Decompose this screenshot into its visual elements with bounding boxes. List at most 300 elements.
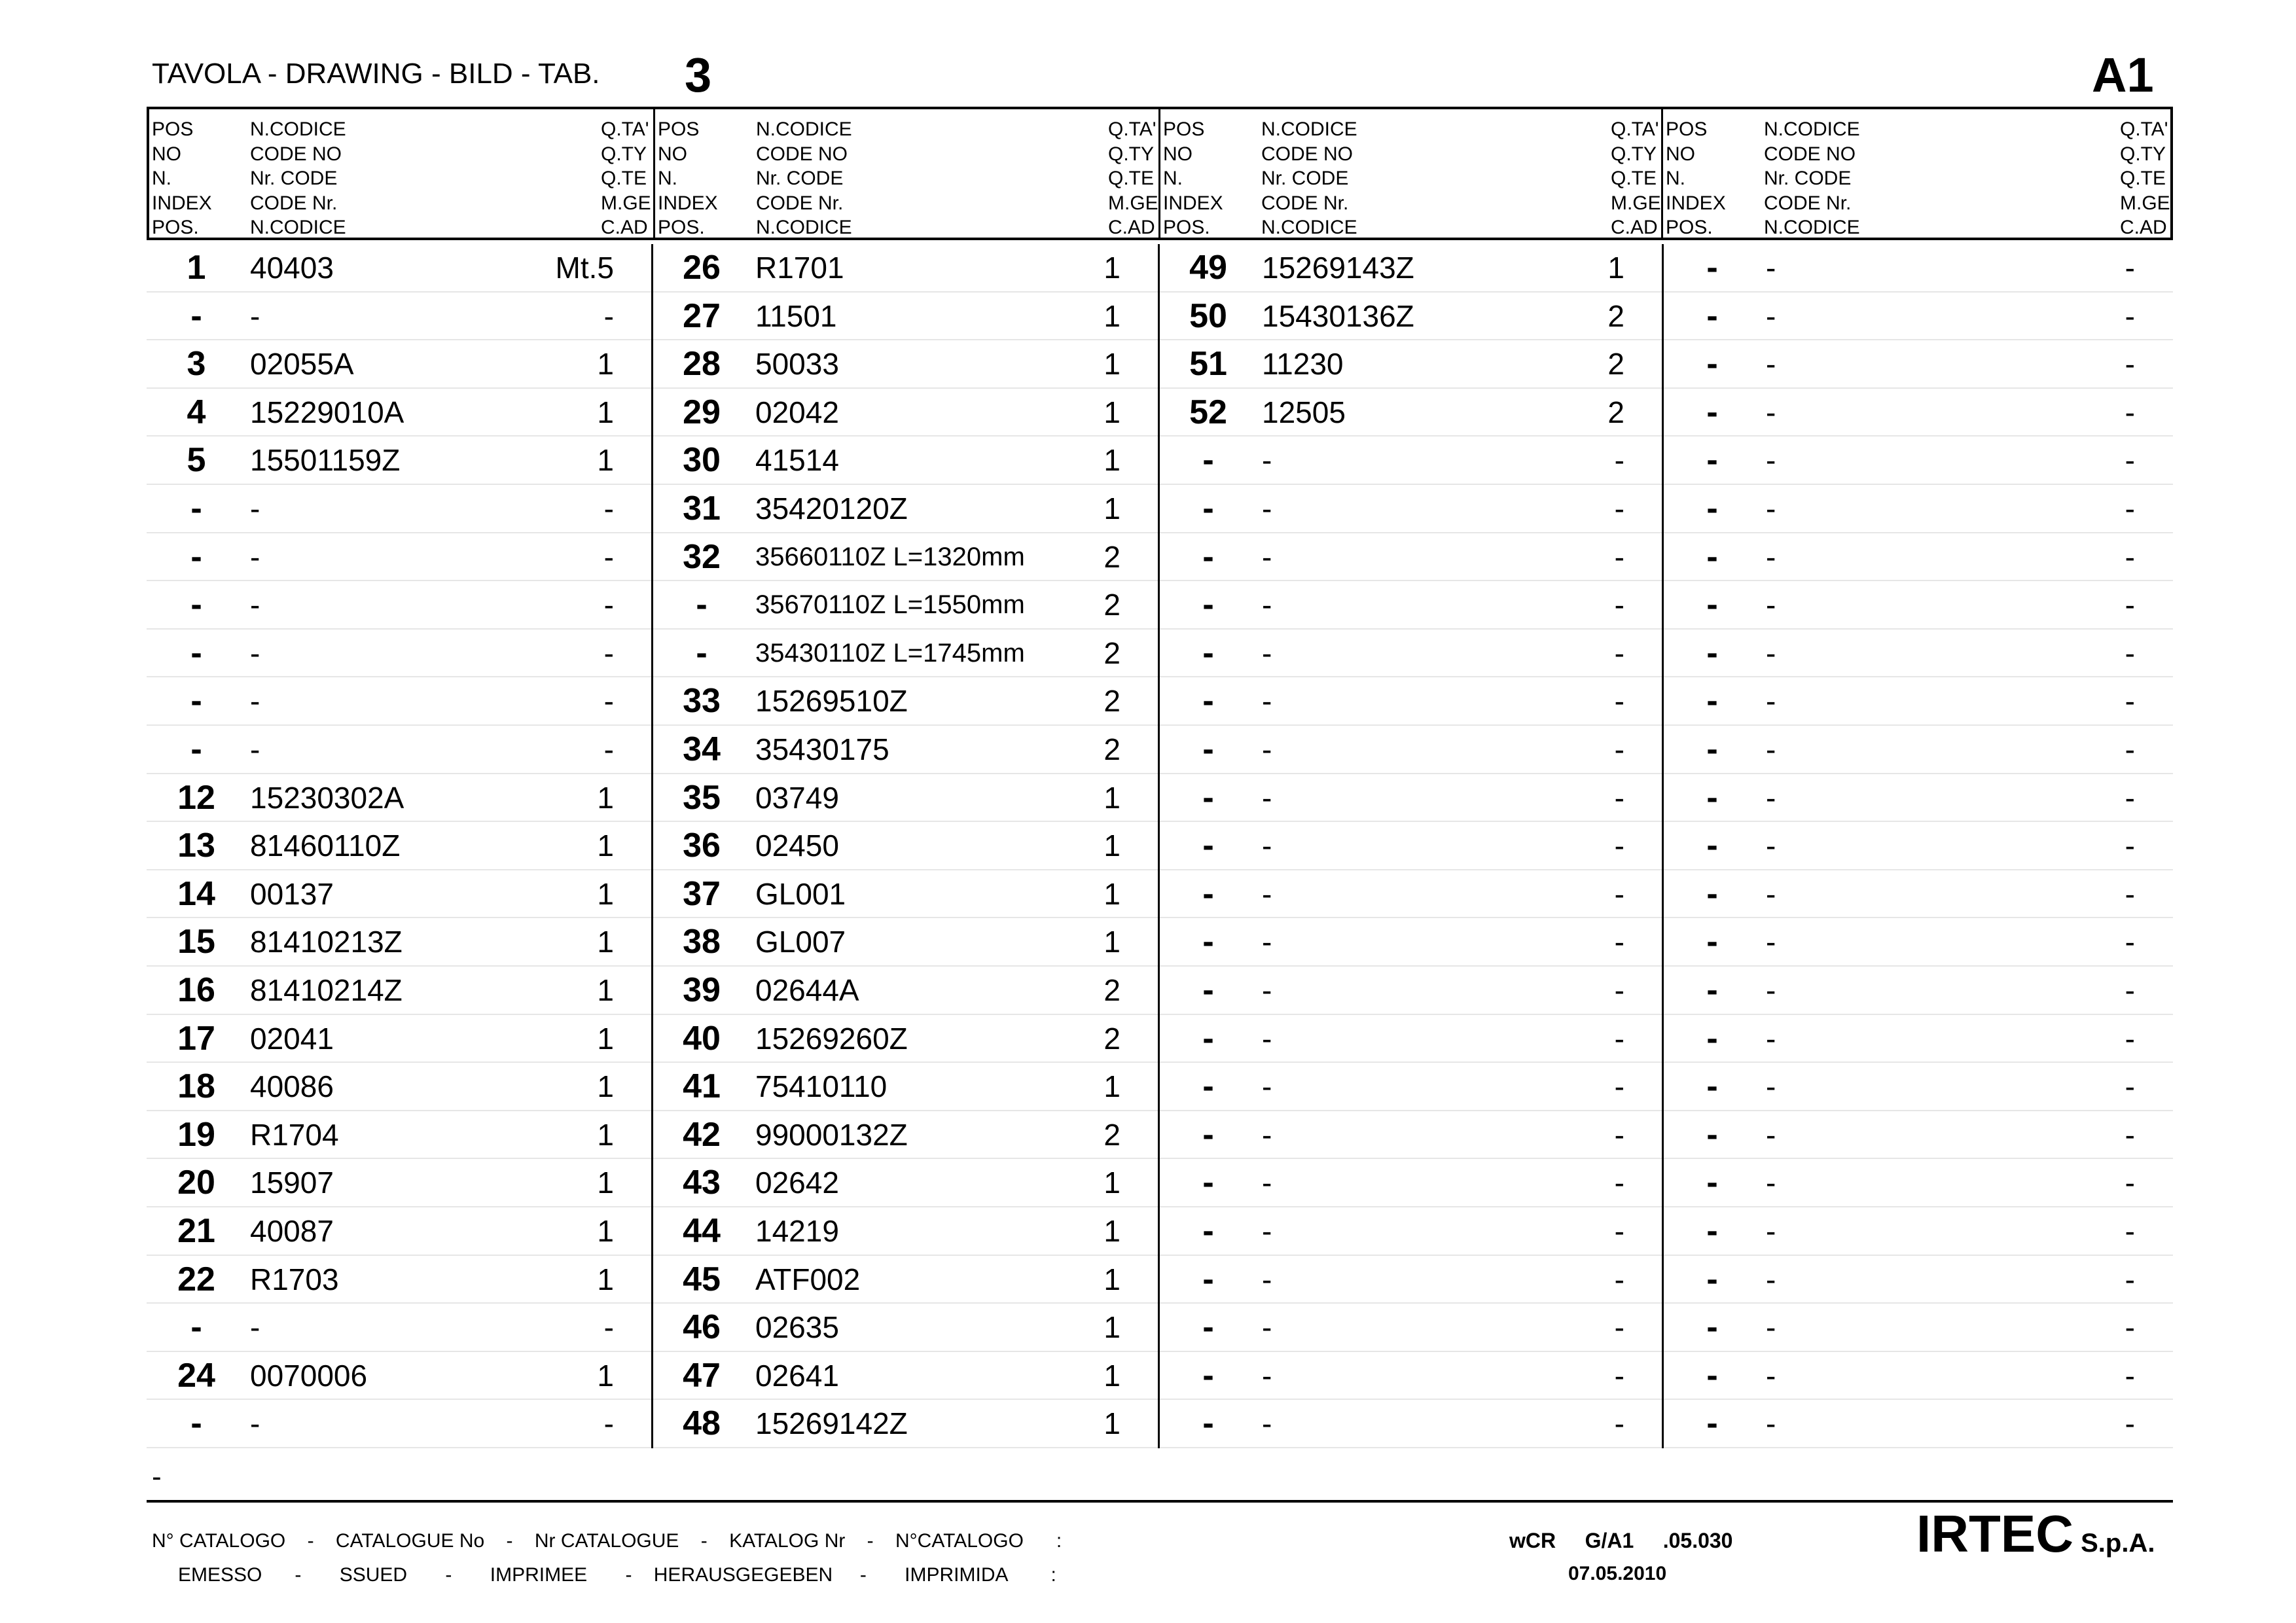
position-number: - bbox=[1202, 971, 1214, 1009]
quantity: 1 bbox=[597, 347, 614, 382]
table-row bbox=[1158, 677, 1662, 726]
quantity: - bbox=[2125, 491, 2135, 526]
position-number: 39 bbox=[683, 971, 721, 1009]
position-number: - bbox=[1202, 586, 1214, 624]
part-code: 35420120Z bbox=[755, 491, 908, 526]
quantity: 1 bbox=[597, 443, 614, 478]
header-pos-label: POS bbox=[152, 118, 194, 140]
quantity: - bbox=[1614, 1310, 1624, 1345]
footer-divider bbox=[147, 1500, 2173, 1503]
quantity: - bbox=[1614, 1214, 1624, 1248]
position-number: 19 bbox=[177, 1115, 215, 1154]
quantity: 1 bbox=[1103, 780, 1121, 815]
quantity: 1 bbox=[1607, 251, 1624, 285]
position-number: 16 bbox=[177, 971, 215, 1009]
position-number: 22 bbox=[177, 1260, 215, 1298]
part-code: 81410214Z bbox=[250, 973, 403, 1007]
part-code: 12505 bbox=[1262, 395, 1346, 429]
position-number: - bbox=[1706, 393, 1718, 431]
parts-column-3 bbox=[1158, 244, 1662, 1448]
quantity: - bbox=[1614, 491, 1624, 526]
part-code: - bbox=[1766, 925, 1776, 959]
quantity: - bbox=[1614, 973, 1624, 1007]
position-number: - bbox=[1706, 1019, 1718, 1058]
quantity: 2 bbox=[1607, 298, 1624, 333]
table-row bbox=[1158, 293, 1662, 341]
quantity: - bbox=[1614, 684, 1624, 719]
header-qty-label: Q.TA' bbox=[1611, 118, 1659, 140]
table-row bbox=[1158, 726, 1662, 774]
quantity: 1 bbox=[1103, 1166, 1121, 1200]
position-number: - bbox=[1706, 1164, 1718, 1202]
quantity: - bbox=[1614, 1358, 1624, 1393]
position-number: - bbox=[1706, 537, 1718, 576]
table-row bbox=[1158, 822, 1662, 870]
header-qty-label: Q.TA' bbox=[2120, 118, 2168, 140]
header-pos-label: POS. bbox=[1666, 217, 1713, 238]
position-number: 15 bbox=[177, 923, 215, 961]
part-code: - bbox=[1262, 1262, 1272, 1296]
part-code: 35670110Z L=1550mm bbox=[755, 590, 1025, 620]
quantity: - bbox=[603, 1406, 614, 1441]
part-code: 15269510Z bbox=[755, 684, 908, 719]
header-qty-labels bbox=[1108, 117, 1158, 240]
part-code: 00137 bbox=[250, 876, 334, 911]
position-number: 28 bbox=[683, 345, 721, 383]
table-row bbox=[147, 630, 652, 678]
issue-date: 07.05.2010 bbox=[1568, 1563, 1667, 1584]
position-number: 20 bbox=[177, 1164, 215, 1202]
header-qty-labels bbox=[1611, 117, 1661, 240]
quantity: - bbox=[2125, 443, 2135, 478]
quantity: - bbox=[1614, 588, 1624, 622]
table-row bbox=[147, 1159, 652, 1207]
position-number: - bbox=[1706, 1356, 1718, 1395]
part-code: - bbox=[250, 588, 260, 622]
header-code-label: N.CODICE bbox=[1764, 118, 1860, 140]
table-row bbox=[1662, 1400, 2173, 1448]
part-code: ATF002 bbox=[755, 1262, 861, 1296]
quantity: 1 bbox=[1103, 1069, 1121, 1104]
header-code-labels bbox=[756, 117, 852, 240]
part-code: 02642 bbox=[755, 1166, 839, 1200]
position-number: - bbox=[1202, 1404, 1214, 1443]
position-number: - bbox=[1202, 441, 1214, 480]
position-number: - bbox=[1202, 537, 1214, 576]
table-row bbox=[652, 1304, 1158, 1352]
catalog-number-label: N° CATALOGO - CATALOGUE No - Nr CATALOGUE - KATALOG Nr - N°CATALOGO : bbox=[152, 1530, 1062, 1552]
position-number: 50 bbox=[1189, 296, 1227, 335]
position-number: 21 bbox=[177, 1212, 215, 1250]
quantity: - bbox=[603, 539, 614, 574]
table-row bbox=[652, 1207, 1158, 1256]
header-code-label: N.CODICE bbox=[250, 118, 346, 140]
table-row bbox=[1662, 340, 2173, 389]
header-pos-label: POS. bbox=[152, 217, 199, 238]
position-number: - bbox=[1706, 1308, 1718, 1347]
part-code: - bbox=[1262, 1117, 1272, 1152]
header-pos-labels bbox=[1163, 117, 1223, 240]
position-number: - bbox=[1202, 827, 1214, 865]
quantity: 1 bbox=[1103, 829, 1121, 863]
position-number: - bbox=[190, 586, 202, 624]
quantity: - bbox=[603, 588, 614, 622]
quantity: 2 bbox=[1607, 395, 1624, 429]
table-row bbox=[1158, 918, 1662, 967]
part-code: - bbox=[250, 684, 260, 719]
position-number: 40 bbox=[683, 1019, 721, 1058]
part-code: 35430175 bbox=[755, 732, 889, 766]
table-row bbox=[1158, 533, 1662, 582]
position-number: - bbox=[190, 682, 202, 721]
header-pos-labels bbox=[658, 117, 718, 240]
position-number: 26 bbox=[683, 249, 721, 287]
table-row bbox=[1662, 293, 2173, 341]
part-code: R1704 bbox=[250, 1117, 339, 1152]
header-code-label: N.CODICE bbox=[1764, 217, 1860, 238]
quantity: - bbox=[1614, 732, 1624, 766]
table-row bbox=[652, 726, 1158, 774]
position-number: 12 bbox=[177, 778, 215, 817]
quantity: - bbox=[1614, 925, 1624, 959]
header-pos-label: NO bbox=[658, 143, 687, 165]
column-divider bbox=[1158, 244, 1160, 1448]
header-qty-label: C.AD bbox=[2120, 217, 2167, 238]
company-suffix: S.p.A. bbox=[2073, 1529, 2155, 1558]
position-number: - bbox=[1706, 441, 1718, 480]
position-number: - bbox=[1706, 730, 1718, 768]
position-number: - bbox=[1706, 1212, 1718, 1250]
part-code: 11230 bbox=[1262, 347, 1344, 382]
quantity: - bbox=[1614, 1069, 1624, 1104]
header-code-label: CODE NO bbox=[250, 143, 342, 165]
table-row bbox=[147, 293, 652, 341]
quantity: - bbox=[603, 732, 614, 766]
header-code-label: CODE NO bbox=[756, 143, 848, 165]
table-row bbox=[1158, 1304, 1662, 1352]
header-qty-label: Q.TE bbox=[601, 168, 647, 189]
table-row bbox=[1158, 1256, 1662, 1304]
position-number: - bbox=[1202, 1212, 1214, 1250]
table-row bbox=[1158, 244, 1662, 293]
position-number: 14 bbox=[177, 874, 215, 913]
position-number: 1 bbox=[187, 249, 206, 287]
table-row bbox=[1662, 1063, 2173, 1111]
table-row bbox=[652, 1159, 1158, 1207]
table-row bbox=[1662, 1111, 2173, 1160]
quantity: 1 bbox=[597, 973, 614, 1007]
table-row bbox=[147, 244, 652, 293]
column-header-box bbox=[147, 107, 2173, 240]
part-code: - bbox=[1766, 732, 1776, 766]
header-code-label: N.CODICE bbox=[250, 217, 346, 238]
quantity: - bbox=[2125, 635, 2135, 670]
header-pos-label: INDEX bbox=[1666, 192, 1726, 214]
quantity: - bbox=[2125, 298, 2135, 333]
parts-column-1 bbox=[147, 244, 652, 1448]
table-row bbox=[1158, 485, 1662, 533]
table-number: 3 bbox=[685, 48, 712, 102]
header-qty-label: M.GE bbox=[1611, 192, 1661, 214]
part-code: R1703 bbox=[250, 1262, 339, 1296]
header-qty-label: M.GE bbox=[601, 192, 651, 214]
table-row bbox=[652, 1063, 1158, 1111]
header-qty-label: C.AD bbox=[601, 217, 648, 238]
part-code: 02450 bbox=[755, 829, 839, 863]
table-row bbox=[147, 870, 652, 919]
quantity: 1 bbox=[597, 395, 614, 429]
position-number: - bbox=[1706, 249, 1718, 287]
header-pos-label: POS bbox=[1163, 118, 1205, 140]
part-code: - bbox=[250, 732, 260, 766]
part-code: - bbox=[1262, 973, 1272, 1007]
position-number: 38 bbox=[683, 923, 721, 961]
part-code: - bbox=[1766, 1021, 1776, 1056]
table-row bbox=[147, 437, 652, 485]
table-row bbox=[147, 389, 652, 437]
part-code: - bbox=[1766, 1069, 1776, 1104]
part-code: - bbox=[1766, 1117, 1776, 1152]
part-code: GL007 bbox=[755, 925, 846, 959]
part-code: 14219 bbox=[755, 1214, 839, 1248]
part-code: - bbox=[250, 1310, 260, 1345]
quantity: - bbox=[603, 684, 614, 719]
position-number: - bbox=[190, 537, 202, 576]
table-row bbox=[1158, 1111, 1662, 1160]
position-number: - bbox=[1202, 730, 1214, 768]
part-code: - bbox=[1262, 684, 1272, 719]
part-code: 0070006 bbox=[250, 1358, 368, 1393]
part-code: - bbox=[1766, 635, 1776, 670]
table-row bbox=[147, 677, 652, 726]
table-row bbox=[147, 1111, 652, 1160]
position-number: 36 bbox=[683, 827, 721, 865]
table-row bbox=[147, 1015, 652, 1063]
part-code: - bbox=[1766, 973, 1776, 1007]
part-code: - bbox=[1262, 1021, 1272, 1056]
column-divider bbox=[1662, 244, 1664, 1448]
part-code: 50033 bbox=[755, 347, 839, 382]
position-number: 43 bbox=[683, 1164, 721, 1202]
table-row bbox=[147, 918, 652, 967]
header-pos-label: POS bbox=[1666, 118, 1708, 140]
part-code: 41514 bbox=[755, 443, 839, 478]
table-row bbox=[652, 1400, 1158, 1448]
quantity: 2 bbox=[1103, 684, 1121, 719]
table-row bbox=[147, 485, 652, 533]
table-row bbox=[1158, 1063, 1662, 1111]
part-code: - bbox=[1766, 588, 1776, 622]
header-qty-label: M.GE bbox=[2120, 192, 2170, 214]
table-row bbox=[1662, 967, 2173, 1015]
quantity: - bbox=[2125, 732, 2135, 766]
header-qty-label: C.AD bbox=[1108, 217, 1155, 238]
header-code-label: CODE Nr. bbox=[1764, 192, 1852, 214]
position-number: 51 bbox=[1189, 345, 1227, 383]
table-row bbox=[1662, 581, 2173, 630]
part-code: - bbox=[1766, 1406, 1776, 1441]
table-row bbox=[1662, 533, 2173, 582]
quantity: 1 bbox=[1103, 395, 1121, 429]
quantity: 1 bbox=[597, 1021, 614, 1056]
position-number: - bbox=[1706, 1115, 1718, 1154]
part-code: - bbox=[1262, 876, 1272, 911]
position-number: 49 bbox=[1189, 249, 1227, 287]
header-pos-label: NO bbox=[1163, 143, 1193, 165]
table-row bbox=[1158, 870, 1662, 919]
header-qty-label: Q.TY bbox=[601, 143, 647, 165]
table-row bbox=[652, 774, 1158, 823]
position-number: - bbox=[190, 1308, 202, 1347]
position-number: - bbox=[1706, 490, 1718, 527]
header-code-label: CODE NO bbox=[1764, 143, 1856, 165]
part-code: - bbox=[1262, 491, 1272, 526]
part-code: 99000132Z bbox=[755, 1117, 908, 1152]
position-number: - bbox=[190, 633, 202, 672]
part-code: 02641 bbox=[755, 1358, 839, 1393]
table-row bbox=[1158, 1159, 1662, 1207]
part-code: - bbox=[1262, 1406, 1272, 1441]
part-code: 15430136Z bbox=[1262, 298, 1414, 333]
part-code: - bbox=[1766, 829, 1776, 863]
quantity: - bbox=[2125, 684, 2135, 719]
position-number: 48 bbox=[683, 1404, 721, 1443]
header-pos-label: INDEX bbox=[658, 192, 718, 214]
quantity: - bbox=[603, 1310, 614, 1345]
position-number: - bbox=[1202, 1164, 1214, 1202]
part-code: - bbox=[1766, 443, 1776, 478]
quantity: Mt.5 bbox=[555, 251, 614, 285]
part-code: - bbox=[1766, 1166, 1776, 1200]
table-row bbox=[652, 244, 1158, 293]
position-number: - bbox=[696, 586, 708, 624]
position-number: 34 bbox=[683, 730, 721, 768]
table-row bbox=[1158, 1207, 1662, 1256]
table-row bbox=[652, 1111, 1158, 1160]
quantity: - bbox=[1614, 1406, 1624, 1441]
table-row bbox=[1662, 822, 2173, 870]
part-code: - bbox=[1262, 1069, 1272, 1104]
quantity: - bbox=[1614, 829, 1624, 863]
table-row bbox=[1662, 870, 2173, 919]
part-code: 15269260Z bbox=[755, 1021, 908, 1056]
quantity: - bbox=[1614, 1117, 1624, 1152]
quantity: - bbox=[2125, 1214, 2135, 1248]
quantity: 1 bbox=[1103, 1358, 1121, 1393]
quantity: 2 bbox=[1103, 1021, 1121, 1056]
header-code-labels bbox=[250, 117, 346, 240]
position-number: - bbox=[1202, 874, 1214, 913]
part-code: 15907 bbox=[250, 1166, 334, 1200]
quantity: - bbox=[603, 491, 614, 526]
quantity: - bbox=[2125, 1406, 2135, 1441]
quantity: 1 bbox=[597, 1166, 614, 1200]
quantity: 1 bbox=[1103, 298, 1121, 333]
table-row bbox=[1662, 244, 2173, 293]
part-code: 02042 bbox=[755, 395, 839, 429]
position-number: - bbox=[1706, 1067, 1718, 1106]
header-column-4 bbox=[1661, 109, 2170, 238]
position-number: - bbox=[1202, 1115, 1214, 1154]
quantity: 1 bbox=[1103, 1262, 1121, 1296]
parts-column-4 bbox=[1662, 244, 2173, 1448]
table-row bbox=[652, 918, 1158, 967]
quantity: 2 bbox=[1103, 539, 1121, 574]
table-row bbox=[1662, 437, 2173, 485]
part-code: 03749 bbox=[755, 780, 839, 815]
position-number: 41 bbox=[683, 1067, 721, 1106]
part-code: - bbox=[1766, 1310, 1776, 1345]
table-row bbox=[652, 485, 1158, 533]
header-qty-labels bbox=[2120, 117, 2170, 240]
header-code-label: CODE NO bbox=[1261, 143, 1354, 165]
table-row bbox=[1158, 1352, 1662, 1400]
quantity: 1 bbox=[1103, 1406, 1121, 1441]
table-row bbox=[652, 1015, 1158, 1063]
header-code-label: Nr. CODE bbox=[250, 168, 338, 189]
table-row bbox=[1662, 1015, 2173, 1063]
company-logo-text bbox=[1916, 1504, 2155, 1564]
table-row bbox=[147, 1352, 652, 1400]
quantity: 1 bbox=[597, 876, 614, 911]
position-number: 4 bbox=[187, 393, 206, 431]
position-number: 45 bbox=[683, 1260, 721, 1298]
position-number: 5 bbox=[187, 441, 206, 480]
quantity: - bbox=[2125, 539, 2135, 574]
position-number: - bbox=[696, 633, 708, 672]
position-number: - bbox=[190, 296, 202, 335]
position-number: - bbox=[1706, 1404, 1718, 1443]
position-number: 44 bbox=[683, 1212, 721, 1250]
quantity: - bbox=[1614, 1262, 1624, 1296]
quantity: 1 bbox=[1103, 876, 1121, 911]
table-row bbox=[1662, 630, 2173, 678]
quantity: 1 bbox=[597, 780, 614, 815]
quantity: - bbox=[1614, 1166, 1624, 1200]
position-number: - bbox=[1202, 682, 1214, 721]
quantity: - bbox=[2125, 1021, 2135, 1056]
header-code-label: N.CODICE bbox=[1261, 217, 1357, 238]
issued-label: EMESSO - SSUED - IMPRIMEE - HERAUSGEGEBEN - IMPRIMIDA : bbox=[178, 1564, 1056, 1586]
part-code: 02055A bbox=[250, 347, 354, 382]
quantity: - bbox=[2125, 588, 2135, 622]
quantity: 1 bbox=[597, 829, 614, 863]
quantity: - bbox=[2125, 1117, 2135, 1152]
position-number: - bbox=[1706, 296, 1718, 335]
table-row bbox=[1158, 1400, 1662, 1448]
quantity: 1 bbox=[1103, 491, 1121, 526]
position-number: 3 bbox=[187, 345, 206, 383]
header-qty-label: Q.TY bbox=[1611, 143, 1657, 165]
quantity: 1 bbox=[1103, 347, 1121, 382]
header-column-2 bbox=[653, 109, 1158, 238]
part-code: - bbox=[1766, 347, 1776, 382]
part-code: - bbox=[250, 635, 260, 670]
table-row bbox=[1662, 1207, 2173, 1256]
part-code: 35660110Z L=1320mm bbox=[755, 542, 1025, 571]
quantity: - bbox=[2125, 780, 2135, 815]
header-pos-labels bbox=[1666, 117, 1726, 240]
table-row bbox=[652, 1352, 1158, 1400]
part-code: 15230302A bbox=[250, 780, 404, 815]
quantity: 2 bbox=[1103, 635, 1121, 670]
header-qty-label: C.AD bbox=[1611, 217, 1658, 238]
part-code: - bbox=[250, 1406, 260, 1441]
table-row bbox=[652, 437, 1158, 485]
part-code: - bbox=[1262, 1214, 1272, 1248]
table-row bbox=[652, 870, 1158, 919]
part-code: 40403 bbox=[250, 251, 334, 285]
